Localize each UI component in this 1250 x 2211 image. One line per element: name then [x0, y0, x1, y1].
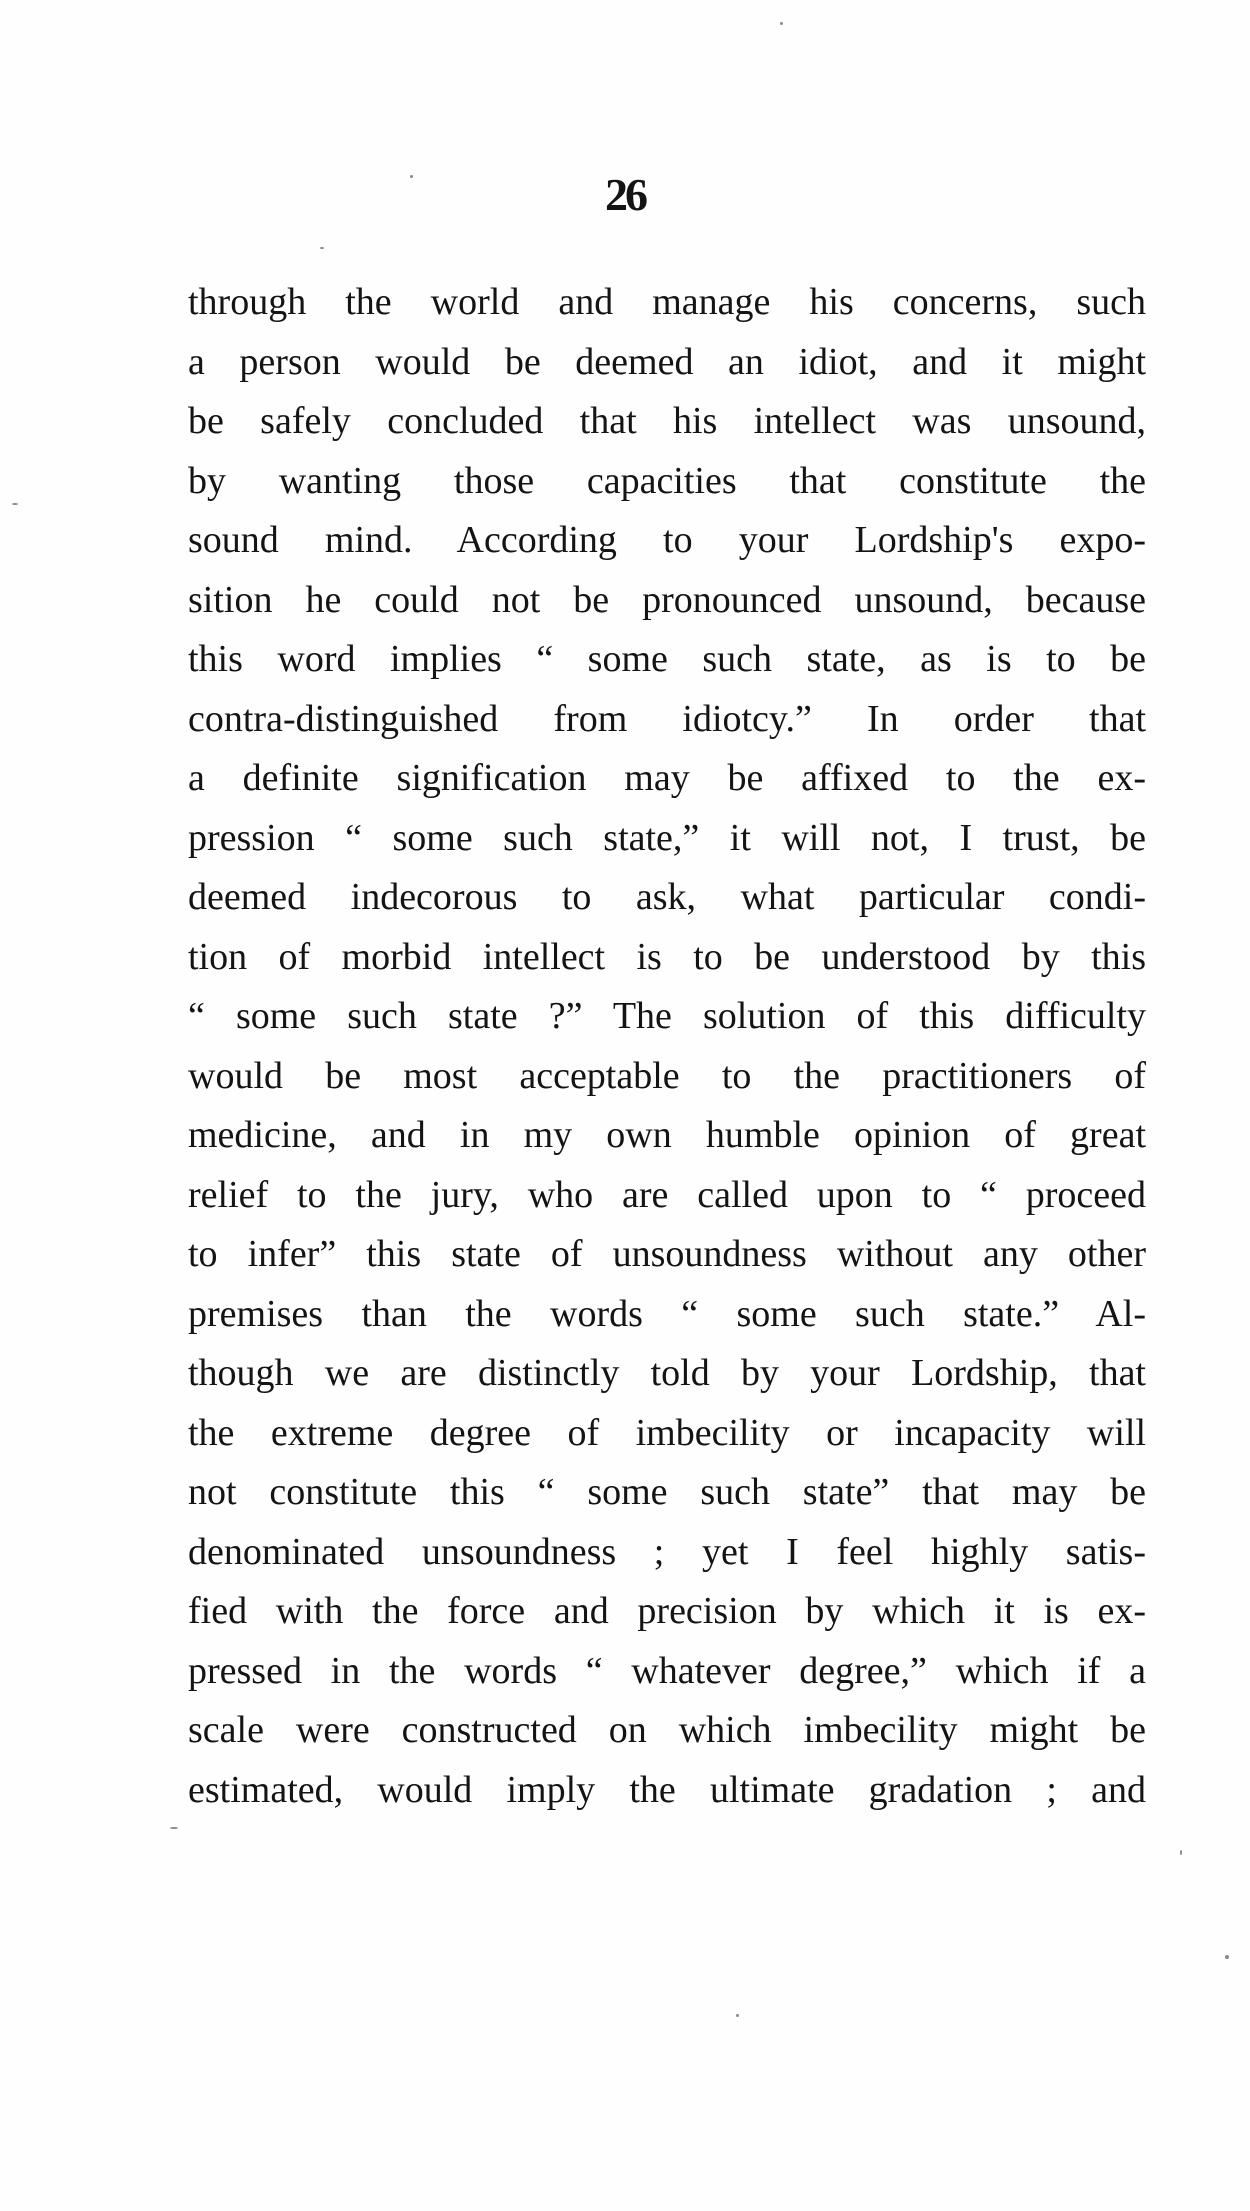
text-line: would be most acceptable to the practitioners of — [188, 1054, 1146, 1097]
text-line: deemed indecorous to ask, what particular condi- — [188, 876, 1146, 918]
body-text — [188, 273, 1146, 1820]
text-line: sition he could not be pronounced unsound, because — [188, 578, 1146, 621]
text-line: pressed in the words “ whatever degree,” which if a — [188, 1649, 1146, 1692]
text-line: sound mind. According to your Lordship's expo- — [188, 519, 1146, 561]
text-line: not constitute this “ some such state” that may be — [188, 1471, 1146, 1513]
text-line: scale were constructed on which imbecility might be — [188, 1709, 1146, 1751]
text-line: tion of morbid intellect is to be understood by this — [188, 935, 1146, 978]
text-line: the extreme degree of imbecility or incapacity will — [188, 1411, 1146, 1454]
text-line: this word implies “ some such state, as is to be — [188, 638, 1146, 680]
text-line: fied with the force and precision by which it is ex- — [188, 1590, 1146, 1632]
text-line: pression “ some such state,” it will not, I trust, be — [188, 816, 1146, 859]
text-line: through the world and manage his concerns, such — [188, 281, 1146, 323]
text-line: denominated unsoundness ; yet I feel highly satis- — [188, 1530, 1146, 1573]
paper-speck — [736, 2014, 739, 2017]
text-line: relief to the jury, who are called upon to “ proceed — [188, 1173, 1146, 1216]
paper-speck — [410, 175, 413, 178]
text-line: by wanting those capacities that constitute the — [188, 459, 1146, 502]
text-line: “ some such state ?” The solution of this difficulty — [188, 995, 1146, 1037]
text-line: estimated, would imply the ultimate gradation ; and — [188, 1768, 1146, 1811]
text-line: though we are distinctly told by your Lordship, that — [188, 1352, 1146, 1394]
paper-speck — [170, 1827, 178, 1829]
text-line: a definite signification may be affixed to the ex- — [188, 757, 1146, 799]
text-line: contra-distinguished from idiotcy.” In order that — [188, 697, 1146, 740]
paper-speck — [320, 247, 324, 249]
page-number: 26 — [605, 169, 645, 220]
text-line: a person would be deemed an idiot, and it might — [188, 340, 1146, 383]
paper-speck — [1180, 1850, 1182, 1855]
text-line: premises than the words “ some such state.” Al- — [188, 1292, 1146, 1335]
text-line: to infer” this state of unsoundness without any other — [188, 1233, 1146, 1275]
paper-speck — [780, 22, 783, 25]
paper-speck — [12, 503, 18, 505]
paper-speck — [1225, 1955, 1229, 1959]
text-line: medicine, and in my own humble opinion of great — [188, 1114, 1146, 1156]
text-line: be safely concluded that his intellect was unsound, — [188, 400, 1146, 442]
